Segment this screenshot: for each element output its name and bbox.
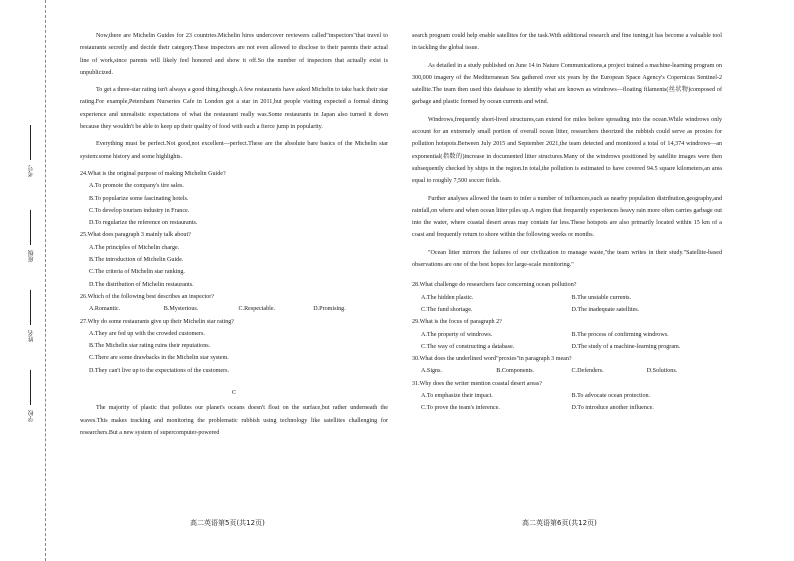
option: A.Signs.: [421, 368, 442, 375]
option: A.The property of windrows.: [421, 331, 493, 338]
option: B.Components.: [496, 368, 535, 375]
option: A.The hidden plastic.: [421, 294, 474, 301]
page-footer-left: 高二英语第5页(共12页): [190, 519, 265, 527]
paragraph: Everything must be perfect.Not good,not excellent—perfect.These are the absolute bare basics of the Michelin star system:some history and some highlights.: [80, 141, 388, 160]
question-29: 29.What is the focus of paragraph 2?: [412, 319, 502, 326]
option-row: [412, 329, 722, 341]
option: C.Defenders.: [571, 368, 604, 375]
option: D.Solutions.: [646, 368, 678, 375]
question-26: 26.Which of the following best describes an inspector?: [80, 293, 215, 300]
option: D.To introduce another influence.: [571, 405, 654, 412]
option-row: [412, 292, 722, 304]
name-label: 姓名: [28, 330, 35, 342]
option: C.The fund shortage.: [421, 306, 473, 313]
option: A.The principles of Michelin charge.: [89, 244, 180, 251]
option: C.To develop tourism industry in France.: [89, 207, 190, 214]
option: B.The process of confirming windrows.: [571, 331, 669, 338]
paragraph: The majority of plastic that pollutes our planet's oceans doesn't float on the surface,but rather underneath the waves.This makes tracking and monitoring the problematic rubbish using technology like satellites challenging for researchers.But a new system of supercomputer-powered: [80, 405, 388, 436]
paragraph: Now,there are Michelin Guides for 23 countries.Michelin hires undercover reviewers called"inspectors"that travel to restaurants secretly and decide their category.These inspectors are not even allowed to disclose to their parents their actual line of work,since parents will likely feel honored and show it off.So the number of inspectors that actually exist is unpublicized.: [80, 33, 388, 76]
page-footer-right: 高二英语第6页(共12页): [522, 519, 597, 527]
class-label: 班级: [28, 250, 35, 262]
option: A.To promote the company's tire sales.: [89, 183, 184, 190]
option: D.The distribution of Michelin restaurants.: [89, 281, 194, 288]
option: A.To emphasize their impact.: [421, 393, 493, 400]
paragraph: "Ocean litter mirrors the failures of our civilization to manage waste,"the team writes in their study."Satellite-based observations are one of the best hopes for large-scale monitoring.": [412, 249, 722, 269]
option: D.The inadequate satellites.: [571, 306, 640, 313]
option-row: [412, 390, 722, 402]
name-line: [30, 290, 31, 325]
question-27: 27.Why do some restaurants give up their Michelin star rating?: [80, 318, 234, 325]
option: C.To prove the team's inference.: [421, 405, 500, 412]
paragraph: As detailed in a study published on June 14 in Nature Communications,a project trained a machine-learning program on 300,000 imagery of the Mediterranean Sea gathered over six years by the European Space Agency's Copernicus Sentinel-2 satellite.The team then used this database to identify what are known as windrows—floating filaments(丝状物)composed of garbage and plastic formed by ocean currents and wind.: [412, 62, 722, 106]
paragraph: Windrows,frequently short-lived structures,can extend for miles before spreading into the ocean.While windrows only account for an extremely small portion of overall ocean litter, researchers theorized the rubbish could serve as proxies for pollution hotspots.Between July 2015 and September 2021,the team detected and monitored a total of 14,374 windrows—an exponential(指数的)increase in documented litter structures.Many of the windrows positioned by satellite images were then subsequently checked by ships in the region.In total,the pollution is estimated to have covered 94.5 square kilometers,an area equal to roughly 7,500 soccer fields.: [412, 116, 722, 185]
question-30: 30.What does the underlined word"proxies"in paragraph 3 mean?: [412, 356, 572, 363]
exam-number-label: 考号: [28, 165, 35, 177]
school-label: 学校: [28, 410, 35, 422]
option: D.They can't live up to the expectations of the customers.: [89, 367, 230, 374]
option: B.The Michelin star rating ruins their reputations.: [89, 343, 211, 350]
option: B.The introduction of Michelin Guide.: [89, 257, 184, 264]
option-row: [412, 402, 722, 414]
option: C.There are some drawbacks in the Michelin star system.: [89, 355, 229, 362]
option-row: [412, 341, 722, 353]
option: C.Respectable.: [238, 306, 276, 313]
option: D.The study of a machine-learning program.: [571, 343, 681, 350]
option: C.The way of constructing a database.: [421, 343, 515, 350]
binding-dashed-line: [45, 0, 46, 561]
option-row: [412, 304, 722, 316]
section-heading: C: [231, 390, 237, 397]
paragraph: search program could help enable satellites for the task.With additional research and fine tuning,it has become a valuable tool in tackling the global issue.: [412, 33, 722, 52]
question-24: 24.What is the original purpose of making Michelin Guide?: [80, 170, 226, 177]
option: A.They are fed up with the crowded customers.: [89, 330, 205, 337]
school-line: [30, 370, 31, 405]
exam-number-line: [30, 125, 31, 160]
option: D.Promising.: [313, 306, 346, 313]
option-row: [412, 365, 722, 377]
class-line: [30, 210, 31, 245]
question-28: 28.What challenge do researchers face concerning ocean pollution?: [412, 282, 577, 289]
option-row: [80, 303, 388, 315]
option: D.To regularize the reference on restaurants.: [89, 220, 198, 227]
option: C.The criteria of Michelin star ranking.: [89, 269, 185, 276]
option: B.The unstable currents.: [571, 294, 632, 301]
option: A.Romantic.: [89, 306, 121, 313]
paragraph: Further analyses allowed the team to infer a number of influences,such as nearby population distribution,geography,and rainfall,on where and when ocean litter piles up.A region that frequently experiences heavy rain more often carries garbage out into the water, where coastal desert areas may contain far less.These hotspots are also primarily located within 15 km of a coast and frequently return to shore within the following weeks or months.: [412, 195, 722, 239]
question-25: 25.What does paragraph 3 mainly talk about?: [80, 232, 191, 239]
paragraph: To get a three-star rating isn't always a good thing,though.A few restaurants have asked Michelin to take back their star rating.For example,Petersham Nurseries Cafe in London got a star in 2011,but people visiting expected a formal dining experience and unrealistic expectations of what the restaurant really was.Some restaurants in Japan also turned it down because they wouldn't be able to keep up their quality of food with such a fierce jump in popularity.: [80, 87, 388, 131]
option: B.To advocate ocean protection.: [571, 393, 651, 400]
binding-margin: [0, 0, 60, 561]
page-6-column: [412, 30, 722, 415]
option: B.To popularize some fascinating hotels.: [89, 195, 189, 202]
question-31: 31.Why does the writer mention coastal desert areas?: [412, 380, 542, 387]
option: B.Mysterious.: [163, 306, 199, 313]
page-5-column: [80, 30, 388, 439]
